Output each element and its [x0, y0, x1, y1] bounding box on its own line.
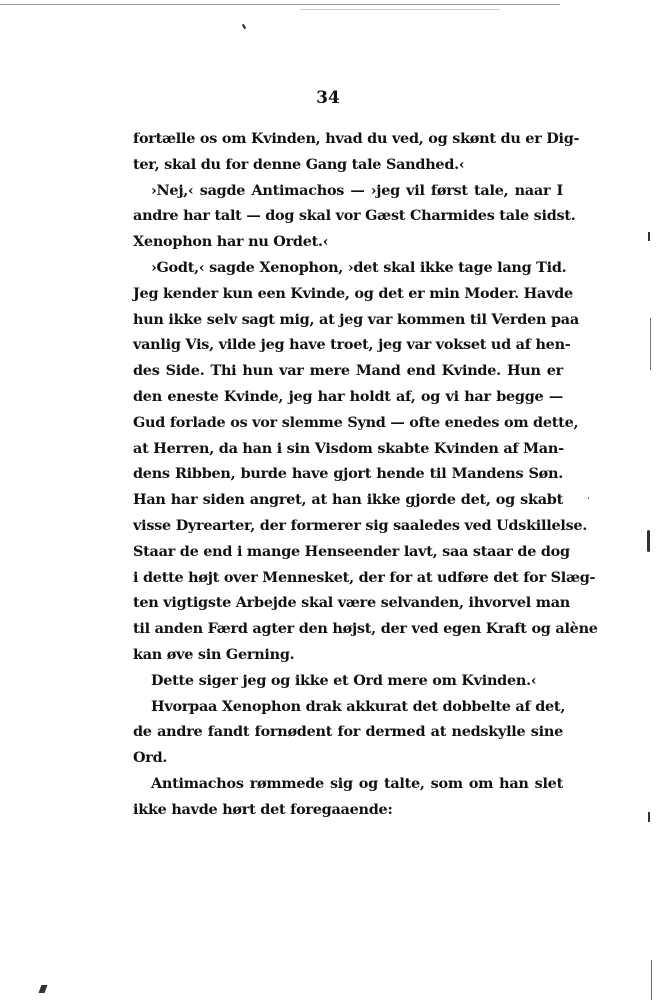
text-line: Jeg kender kun een Kvinde, og det er min Moder. Havde	[133, 284, 573, 302]
text-line: ter, skal du for denne Gang tale Sandhed.‹	[133, 155, 465, 173]
scan-edge-mark	[650, 318, 651, 370]
text-line: fortælle os om Kvinden, hvad du ved, og skønt du er Dig-	[133, 130, 580, 147]
page-number: 34	[316, 88, 340, 108]
text-line: at Herren, da han i sin Visdom skabte Kvinden af Man-	[133, 439, 564, 457]
top-edge-rule	[0, 4, 560, 5]
text-line: dens Ribben, burde have gjort hende til Mandens Søn.	[133, 465, 563, 483]
text-line: Antimachos rømmede sig og talte, som om han slet	[151, 774, 563, 792]
scan-edge-mark	[648, 812, 650, 822]
text-line: i dette højt over Mennesket, der for at udføre det for Slæg-	[133, 568, 596, 586]
text-line: til anden Færd agter den højst, der ved egen Kraft og alène	[133, 620, 598, 638]
text-line: kan øve sin Gerning.	[133, 645, 295, 663]
text-line: den eneste Kvinde, jeg har holdt af, og vi har begge —	[133, 387, 563, 405]
text-line: hun ikke selv sagt mig, at jeg var kommen til Verden paa	[133, 310, 579, 328]
scan-edge-mark	[651, 960, 652, 1000]
scan-speck	[242, 24, 246, 29]
text-line: andre har talt — dog skal vor Gæst Charmides tale sidst.	[133, 207, 576, 225]
text-line: des Side. Thi hun var mere Mand end Kvinde. Hun er	[133, 362, 563, 380]
text-line: Ord.	[133, 749, 168, 767]
text-line: Staar de end i mange Henseender lavt, saa staar de dog	[133, 542, 570, 560]
text-line: Gud forlade os vor slemme Synd — ofte enedes om dette,	[133, 413, 579, 431]
text-line: Hvorpaa Xenophon drak akkurat det dobbelte af det,	[151, 697, 566, 715]
text-line: ›Nej,‹ sagde Antimachos — ›jeg vil først tale, naar I	[151, 181, 563, 199]
body-text	[133, 126, 598, 823]
text-line: ten vigtigste Arbejde skal være selvanden, ihvorvel man	[133, 594, 570, 612]
text-line: visse Dyrearter, der formerer sig saaledes ved Udskillelse.	[133, 516, 588, 534]
top-edge-rule-faint	[300, 9, 500, 10]
text-line: ›Godt,‹ sagde Xenophon, ›det skal ikke tage lang Tid.	[151, 258, 567, 276]
scan-edge-mark	[39, 985, 48, 993]
text-line: de andre fandt fornødent for dermed at nedskylle sine	[133, 723, 563, 741]
text-line: Han har siden angret, at han ikke gjorde det, og skabt	[133, 491, 563, 509]
scan-edge-mark	[588, 497, 589, 499]
text-line: ikke havde hørt det foregaaende:	[133, 800, 393, 818]
scan-edge-mark	[648, 232, 650, 241]
scan-edge-mark	[647, 530, 650, 552]
text-line: vanlig Vis, vilde jeg have troet, jeg var vokset ud af hen-	[133, 336, 571, 354]
text-line: Dette siger jeg og ikke et Ord mere om Kvinden.‹	[151, 671, 537, 689]
text-line: Xenophon har nu Ordet.‹	[133, 233, 329, 251]
